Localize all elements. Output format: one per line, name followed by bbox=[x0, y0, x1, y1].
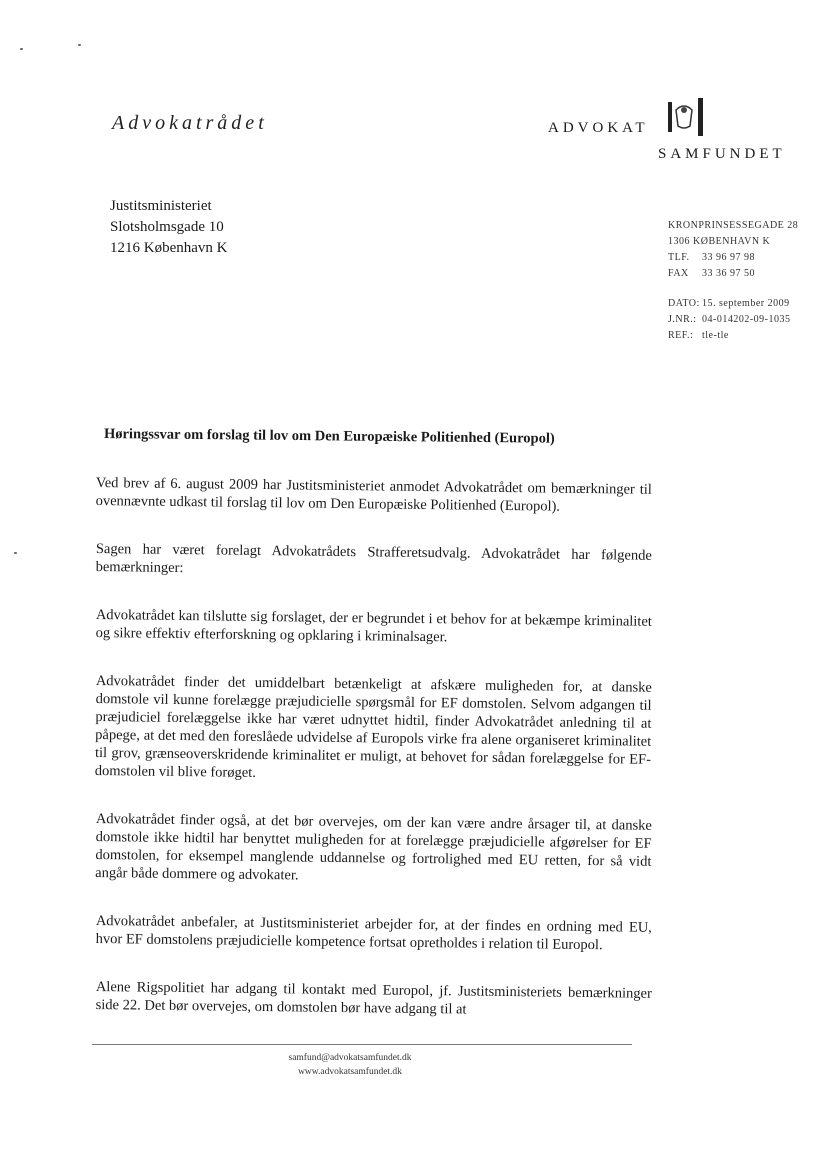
body-paragraph: Advokatrådet finder det umiddelbart betænkeligt at afskære muligheden for, at danske domstole vil kunne forelægge præjudicielle spørgsmål for EF domstolen. Selvom adgangen til præjudiciel forelæggelse ikke har været udnyttet hidtil, finder Advokatrådet anledning til at påpege, at det med den foreslåede udvidelse af Europols virke fra alene organiseret kriminalitet til grov, grænseoverskridende kriminalitet er muligt, at behovet for sådan forelæggelse for EF-domstolen vil blive forøget. bbox=[94, 672, 652, 781]
recipient-street: Slotsholmsgade 10 bbox=[110, 219, 224, 235]
body-paragraph: Advokatrådet kan tilslutte sig forslaget, der er begrundet i et behov for at bekæmpe kriminalitet og sikre effektiv efterforskning og opklaring i kriminalsager. bbox=[95, 606, 652, 646]
footer-web: www.advokatsamfundet.dk bbox=[298, 1067, 402, 1077]
tlf-label: TLF. bbox=[668, 252, 690, 263]
recipient-city: 1216 København K bbox=[110, 240, 228, 256]
recipient-name: Justitsministeriet bbox=[110, 198, 212, 214]
fax-label: FAX bbox=[668, 268, 689, 279]
letter-subject: Høringssvar om forslag til lov om Den Europæiske Politienhed (Europol) bbox=[103, 426, 555, 447]
advokatsamfundet-logo bbox=[548, 96, 798, 166]
justice-emblem-icon bbox=[666, 96, 706, 138]
body-paragraph: Ved brev af 6. august 2009 har Justitsministeriet anmodet Advokatrådet om bemærkninger til ovennævnte udkast til forslag til lov om Den Europæiske Politienhed (Europol). bbox=[95, 474, 652, 515]
sender-city: 1306 KØBENHAVN K bbox=[668, 236, 771, 247]
dato-value: 15. september 2009 bbox=[702, 298, 790, 309]
jnr-value: 04-014202-09-1035 bbox=[702, 314, 791, 325]
tlf-value: 33 96 97 98 bbox=[702, 252, 755, 263]
logo-word-samfundet: SAMFUNDET bbox=[658, 146, 786, 162]
footer-divider bbox=[92, 1044, 632, 1045]
body-paragraph: Advokatrådet anbefaler, at Justitsministeriet arbejder for, at der findes en ordning med EU, hvor EF domstolens præjudicielle kompetence fortsat opretholdes i relation til Europol. bbox=[95, 912, 652, 954]
advokatraadet-logo: Advokatrådet bbox=[112, 112, 268, 134]
dato-label: DATO: bbox=[668, 298, 700, 309]
ref-label: REF.: bbox=[668, 330, 694, 341]
sender-street: KRONPRINSESSEGADE 28 bbox=[668, 220, 799, 231]
jnr-label: J.NR.: bbox=[668, 314, 697, 325]
sender-info bbox=[668, 218, 798, 344]
recipient-address bbox=[110, 196, 227, 259]
scan-speck bbox=[14, 552, 17, 554]
scan-speck bbox=[20, 48, 23, 50]
ref-value: tle-tle bbox=[702, 330, 729, 341]
body-paragraph: Alene Rigspolitiet har adgang til kontakt med Europol, jf. Justitsministeriets bemærkninger side 22. Det bør overvejes, om domstolen bør have adgang til at bbox=[95, 978, 652, 1018]
logo-word-advokat: ADVOKAT bbox=[548, 120, 649, 136]
body-paragraph: Sagen har været forelagt Advokatrådets Strafferetsudvalg. Advokatrådet har følgende bemærkninger: bbox=[95, 540, 652, 577]
footer-email: samfund@advokatsamfundet.dk bbox=[288, 1053, 412, 1063]
fax-value: 33 36 97 50 bbox=[702, 268, 755, 279]
letter-body bbox=[96, 474, 652, 1044]
footer bbox=[0, 1051, 700, 1079]
body-paragraph: Advokatrådet finder også, at det bør overvejes, om der kan være andre årsager til, at danske domstole ikke hidtil har benyttet muligheden for at forelægge præjudicielle afgørelser for EF domstolen, for eksempel manglende uddannelse og fortrolighed med EU retten, for så vidt angår både dommere og advokater. bbox=[95, 810, 652, 884]
scan-speck bbox=[78, 44, 81, 46]
